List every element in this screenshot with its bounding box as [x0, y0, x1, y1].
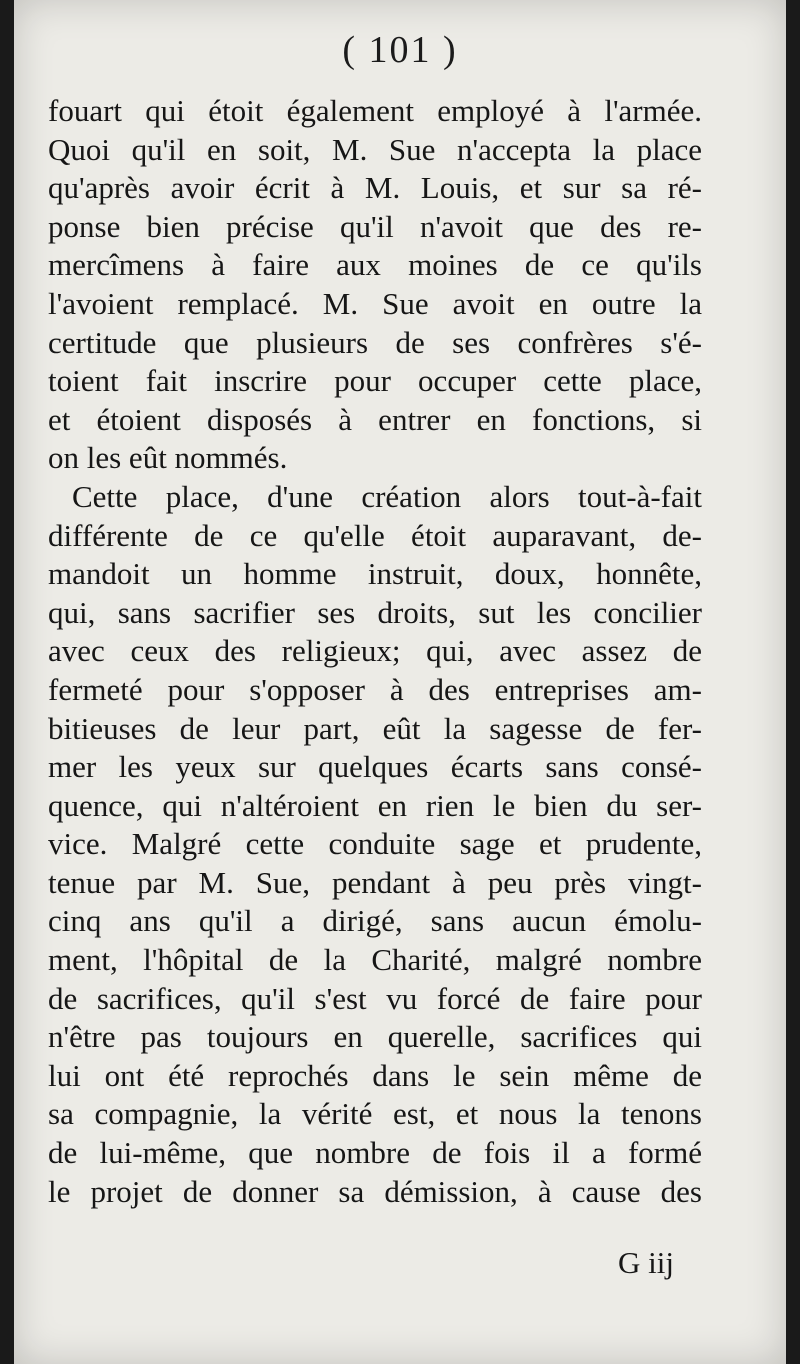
text-line: ponse bien précise qu'il n'avoit que des re-: [48, 208, 702, 244]
text-line: Cette place, d'une création alors tout-à-fait: [72, 478, 702, 514]
signature-mark: G iij: [618, 1245, 674, 1280]
text-line: avec ceux des religieux; qui, avec assez de: [48, 633, 702, 669]
text-line: bitieuses de leur part, eût la sagesse de fer-: [48, 710, 702, 746]
text-line: de lui-même, que nombre de fois il a formé: [48, 1135, 702, 1171]
book-page: [14, 0, 786, 1364]
text-line: mandoit un homme instruit, doux, honnête,: [48, 556, 702, 592]
page-number: ( 101 ): [342, 29, 458, 71]
body-text: [48, 92, 702, 1211]
text-line: différente de ce qu'elle étoit auparavant, de-: [48, 517, 702, 553]
text-line: lui ont été reprochés dans le sein même de: [48, 1057, 702, 1093]
text-line: qu'après avoir écrit à M. Louis, et sur sa ré-: [48, 170, 702, 206]
text-line: fouart qui étoit également employé à l'armée.: [48, 93, 702, 128]
text-line: toient fait inscrire pour occuper cette place,: [48, 363, 702, 399]
text-line: l'avoient remplacé. M. Sue avoit en outre la: [48, 285, 702, 321]
text-line: de sacrifices, qu'il s'est vu forcé de faire pour: [48, 980, 702, 1016]
text-line: mer les yeux sur quelques écarts sans consé-: [48, 749, 702, 785]
text-line: cinq ans qu'il a dirigé, sans aucun émolu-: [48, 903, 702, 939]
text-line: ment, l'hôpital de la Charité, malgré nombre: [48, 942, 702, 978]
text-line: sa compagnie, la vérité est, et nous la tenons: [48, 1096, 702, 1132]
text-line: qui, sans sacrifier ses droits, sut les concilier: [48, 594, 702, 630]
text-line: et étoient disposés à entrer en fonctions, si: [48, 401, 702, 437]
text-line: mercîmens à faire aux moines de ce qu'ils: [48, 247, 702, 283]
text-line: n'être pas toujours en querelle, sacrifices qui: [48, 1019, 702, 1055]
text-line: fermeté pour s'opposer à des entreprises am-: [48, 671, 702, 707]
text-line: certitude que plusieurs de ses confrères s'é-: [48, 324, 702, 360]
text-line: vice. Malgré cette conduite sage et prudente,: [48, 826, 702, 862]
text-line: on les eût nommés.: [48, 440, 288, 476]
text-line: tenue par M. Sue, pendant à peu près vingt-: [48, 864, 702, 900]
text-line: Quoi qu'il en soit, M. Sue n'accepta la place: [48, 131, 702, 167]
text-line: le projet de donner sa démission, à cause des: [48, 1173, 702, 1209]
text-line: quence, qui n'altéroient en rien le bien du ser-: [48, 787, 702, 823]
